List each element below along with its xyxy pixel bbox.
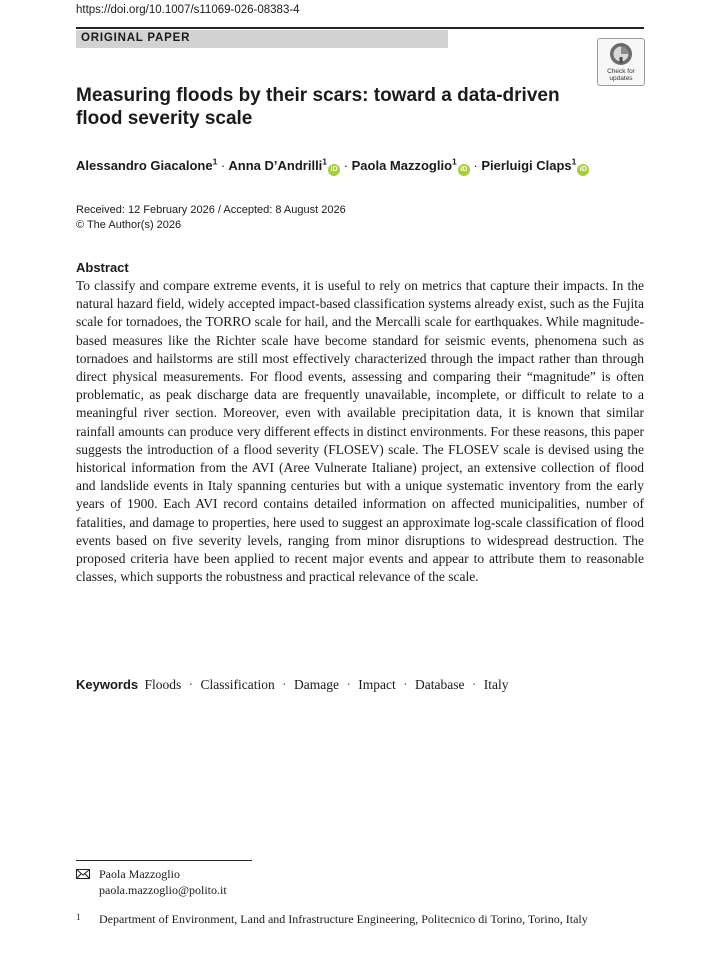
footnote-rule bbox=[76, 860, 252, 861]
author-separator: · bbox=[343, 158, 348, 173]
affiliation-footnote bbox=[76, 911, 596, 927]
author-name: Anna D’Andrilli bbox=[228, 158, 323, 173]
article-type-band bbox=[76, 30, 448, 48]
author-4[interactable] bbox=[481, 158, 589, 173]
doi-link[interactable]: https://doi.org/10.1007/s11069-026-08383-4 bbox=[76, 4, 300, 16]
keyword: Floods bbox=[144, 677, 182, 692]
affiliation-marker: 1 bbox=[212, 156, 218, 167]
keywords-line bbox=[76, 676, 508, 694]
keyword-separator: · bbox=[403, 677, 408, 692]
orcid-icon[interactable]: iD bbox=[328, 164, 340, 176]
affiliation-marker: 1 bbox=[571, 156, 577, 167]
header-rule bbox=[76, 27, 644, 29]
keyword: Impact bbox=[358, 677, 396, 692]
affiliation-marker: 1 bbox=[452, 156, 457, 167]
check-for-updates-icon bbox=[609, 42, 633, 66]
author-separator: · bbox=[220, 158, 226, 173]
article-type-label: ORIGINAL PAPER bbox=[81, 32, 191, 44]
abstract-text: To classify and compare extreme events, it is useful to rely on metrics that capture their impacts. In the natural hazard field, widely accepted impact-based classification systems already exist, such as the Fujita scale for tornadoes, the TORRO scale for hail, and the Mercalli scale for earthquakes. While magnitude-based measures like the Richter scale have become standard for seismic events, phenomena such as tornadoes and hailstorms are still most effectively characterized through the impact rather than through direct physical measurements. For flood events, assessing and comparing their “magnitude” is often problematic, as peak discharge data are frequently unavailable, incomplete, or difficult to relate to a meaningful river section. Moreover, even with available precipitation data, it is known that similar rainfall amounts can produce very different effects in distinct environments. For these reasons, this paper suggests the introduction of a flood severity (FLOSEV) scale. The FLOSEV scale is devised using the historical information from the AVI (Aree Vulnerate Italiane) project, an extensive collection of flood and landslide events in Italy spanning centuries but with a unique systematic inventory from the early years of 1900. Each AVI record contains detailed information on affected municipalities, number of fatalities, and damage to properties, here used to suggest an approximate log-scale classification of flood events based on five severity levels, ranging from minor disruptions to widespread destruction. The proposed criteria have been applied to recent major events and appear to attribute them to reasonable classes, which supports the robustness and practical relevance of the scale. bbox=[76, 278, 644, 585]
received-accepted-dates: Received: 12 February 2026 / Accepted: 8 August 2026 bbox=[76, 204, 346, 216]
corresponding-name: Paola Mazzoglio bbox=[99, 867, 180, 881]
affiliation-number: 1 bbox=[76, 912, 81, 922]
copyright-notice: © The Author(s) 2026 bbox=[76, 219, 182, 231]
author-1[interactable] bbox=[76, 158, 217, 173]
badge-line-2: updates bbox=[609, 75, 633, 82]
keywords-label: Keywords bbox=[76, 677, 139, 692]
keyword: Italy bbox=[483, 677, 509, 692]
check-for-updates-badge[interactable] bbox=[597, 38, 645, 86]
author-2[interactable] bbox=[228, 158, 340, 173]
orcid-icon[interactable]: iD bbox=[577, 164, 589, 176]
author-separator: · bbox=[473, 158, 478, 173]
keyword-separator: · bbox=[471, 677, 477, 692]
publication-history bbox=[76, 203, 346, 233]
author-list bbox=[76, 157, 656, 176]
author-name: Alessandro Giacalone bbox=[76, 158, 213, 173]
affiliation-text: Department of Environment, Land and Infrastructure Engineering, Politecnico di Torino, Torino, Italy bbox=[99, 912, 588, 926]
keyword-separator: · bbox=[188, 677, 194, 692]
orcid-icon[interactable]: iD bbox=[458, 164, 470, 176]
affiliation-marker: 1 bbox=[322, 156, 328, 167]
corresponding-email[interactable]: paola.mazzoglio@polito.it bbox=[99, 883, 227, 897]
envelope-icon bbox=[76, 869, 90, 879]
corresponding-author bbox=[76, 866, 227, 898]
paper-title: Measuring floods by their scars: toward a data-driven flood severity scale bbox=[76, 85, 560, 129]
author-name: Paola Mazzoglio bbox=[351, 158, 453, 173]
author-name: Pierluigi Claps bbox=[481, 158, 572, 173]
abstract-heading: Abstract bbox=[76, 260, 129, 275]
author-3[interactable] bbox=[352, 158, 470, 173]
keyword: Database bbox=[415, 677, 465, 692]
keyword: Classification bbox=[200, 677, 275, 692]
keyword: Damage bbox=[294, 677, 340, 692]
badge-line-1: Check for bbox=[607, 68, 635, 75]
keyword-separator: · bbox=[346, 677, 351, 692]
keyword-separator: · bbox=[282, 677, 287, 692]
